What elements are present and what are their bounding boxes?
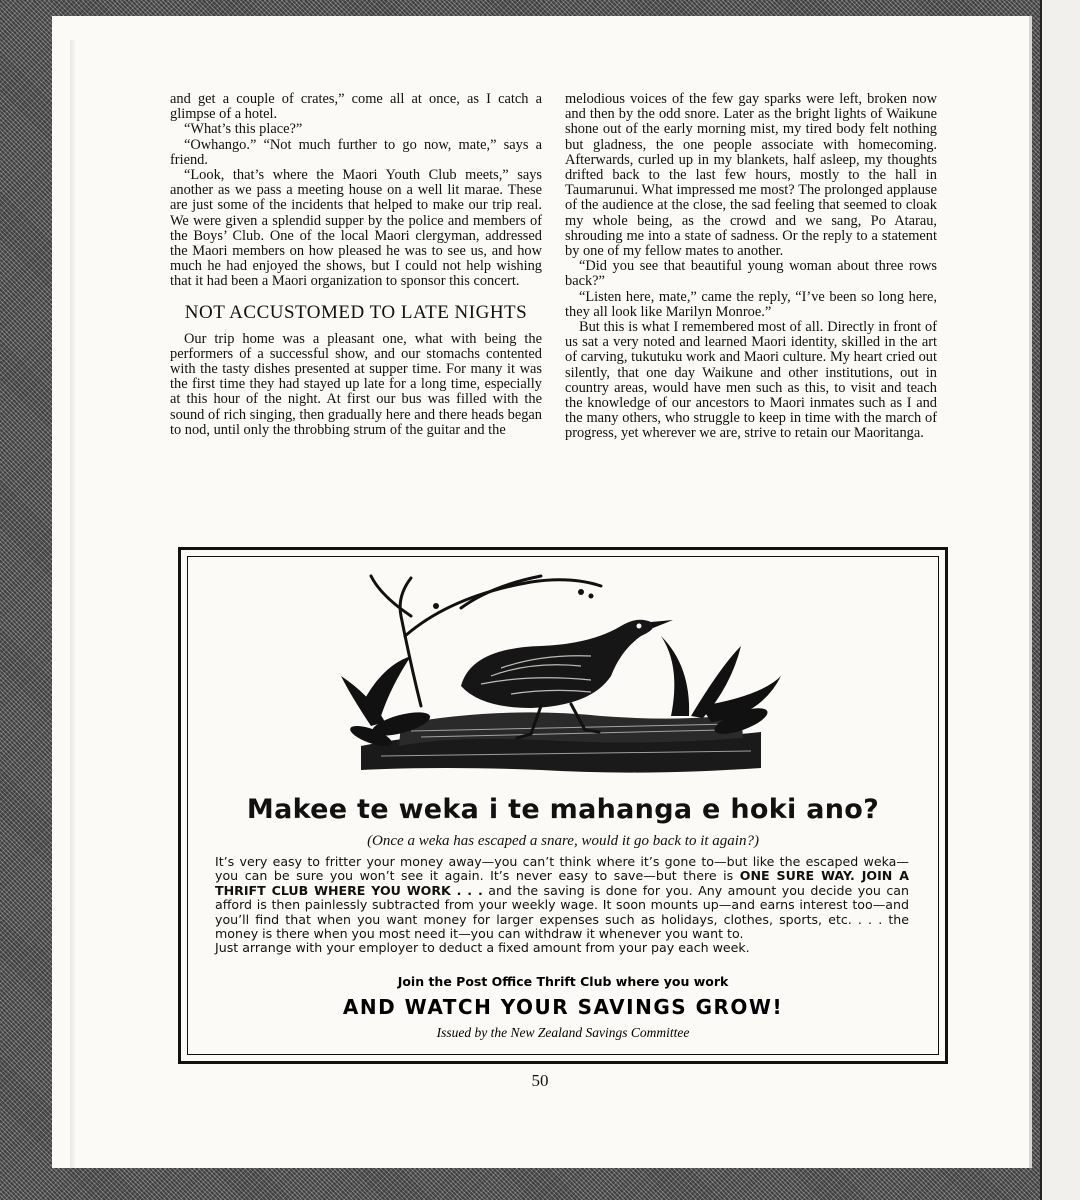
- paragraph: “Did you see that beautiful young woman about three rows back?”: [565, 258, 937, 290]
- ad-body-emphasis: ONE SURE WAY. JOIN A THRIFT CLUB WHERE YOU WORK . . .: [215, 868, 909, 898]
- ad-headline: Makee te weka i te mahanga e hoki ano?: [246, 794, 880, 825]
- ad-body-text: and the saving is done for you. Any amount you decide you can afford is then painlessly subtracted from your weekly wage. It soon mounts up—and earns interest too—and you’ll find that when you want money for larger expenses such as holidays, clothes, sports, etc. . . . the money is there when you most need it—you can withdraw it whenever you want to.: [215, 882, 909, 942]
- paragraph: But this is what I remembered most of all. Directly in front of us sat a very noted and learned Maori identity, skilled in the art of carving, tukutuku work and Maori culture. My heart cried out silently, that one day Waikune and other institutions, out in country areas, would have men such as this, to visit and teach the knowledge of our ancestors to Maori inmates such as I and the many others, who struggle to keep in time with the march of progress, yet wherever we are, strive to retain our Maoritanga.: [565, 319, 937, 442]
- ad-translation: (Once a weka has escaped a snare, would it go back to it again?): [367, 833, 759, 849]
- ad-body-paragraph: Just arrange with your employer to deduct a fixed amount from your pay each week.: [215, 940, 750, 956]
- paragraph: melodious voices of the few gay sparks were left, broken now and then by the odd snore. Later as the bright lights of Waikune shone out of the early morning mist, my tired body felt nothing but gladness, the one people associate with homecoming. Afterwards, curled up in my blankets, half asleep, my thoughts drifted back to the last few hours, mostly to the hall in Taumarunui. What impressed me most? The prolonged applause of the audience at the close, the sad feeling that seemed to cloak my whole being, as the crowd and we sang, Po Atarau, shrouding me into a state of sadness. Or the reply to a statement by one of my fellow mates to another.: [565, 91, 937, 260]
- ad-body-paragraph: [215, 855, 909, 941]
- thrift-club-advertisement: [178, 547, 948, 1064]
- ad-slogan: AND WATCH YOUR SAVINGS GROW!: [342, 995, 784, 1019]
- paragraph: “Owhango.” “Not much further to go now, mate,” says a friend.: [170, 136, 542, 168]
- ad-body-text: It’s very easy to fritter your money away—you can’t think where it’s gone to—but like the escaped weka—you can be sure you won’t see it again. It’s never easy to save—but there is: [215, 854, 909, 884]
- ad-issued-by: Issued by the New Zealand Savings Committee: [436, 1025, 690, 1040]
- section-heading: NOT ACCUSTOMED TO LATE NIGHTS: [184, 301, 528, 323]
- weka-bird-illustration-icon: [341, 556, 781, 776]
- ad-body: [215, 855, 909, 956]
- article-column-right: [565, 92, 937, 442]
- binding-shadow: [70, 40, 76, 1170]
- paragraph: “Look, that’s where the Maori Youth Club meets,” says another as we pass a meeting house on a well lit marae. These are just some of the incidents that helped to make our trip real. We were given a splendid supper by the police and members of the Boys’ Club. One of the local Maori clergyman, addressed the Maori members on how pleased he was to see us, and how much he had enjoyed the shows, but I could not help wishing that it had been a Maori organization to sponsor this concert.: [170, 167, 542, 290]
- ad-join-line: Join the Post Office Thrift Club where you work: [397, 974, 729, 989]
- article-column-left: [170, 92, 542, 438]
- paragraph: and get a couple of crates,” come all at once, as I catch a glimpse of a hotel.: [170, 91, 542, 123]
- facing-page-edge: [1040, 0, 1080, 1200]
- page-number: 50: [531, 1071, 549, 1090]
- paragraph: Our trip home was a pleasant one, what with being the performers of a successful show, and our stomachs contented with the tasty dishes presented at supper time. For many it was the first time they had stayed up late for a long time, especially at this hour of the night. At first our bus was filled with the sound of rich singing, then gradually here and there heads began to nod, until only the throbbing strum of the guitar and the: [170, 330, 542, 438]
- paragraph: “What’s this place?”: [184, 121, 303, 138]
- paragraph: “Listen here, mate,” came the reply, “I’ve been so long here, they all look like Marilyn Monroe.”: [565, 288, 937, 320]
